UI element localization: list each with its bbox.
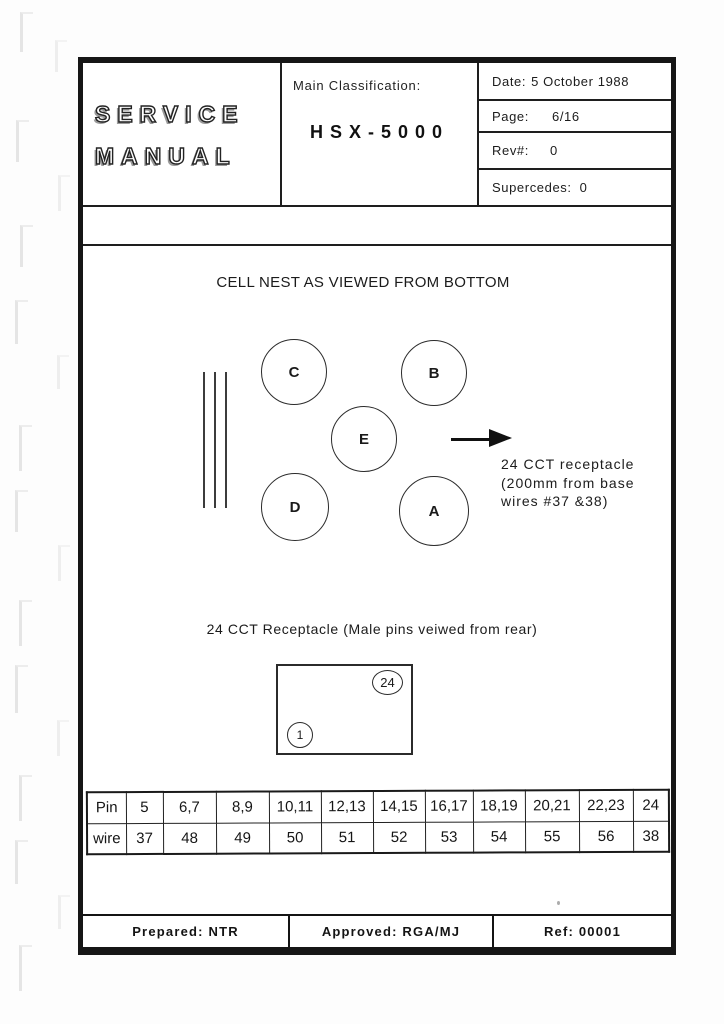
cell-circle-d bbox=[261, 473, 329, 541]
pin-24-marker bbox=[372, 670, 403, 695]
scan-artifact bbox=[15, 840, 28, 884]
wire-cell: 53 bbox=[425, 822, 473, 853]
pin-cell: 5 bbox=[126, 792, 163, 823]
wire-cell: 56 bbox=[579, 821, 633, 852]
pin-cell: 6,7 bbox=[163, 792, 216, 823]
wire-bundle-line bbox=[225, 372, 227, 508]
scan-artifact bbox=[55, 40, 67, 72]
row-label-wire: wire bbox=[87, 823, 126, 854]
page-label: Page: bbox=[492, 108, 529, 124]
cell-label-c: C bbox=[288, 363, 300, 381]
wire-cell: 55 bbox=[525, 821, 579, 852]
document-frame bbox=[78, 57, 676, 955]
wire-cell: 49 bbox=[216, 822, 269, 853]
scan-artifact bbox=[20, 225, 33, 267]
pin-1-marker bbox=[287, 722, 313, 748]
footer-reference: Ref: 00001 bbox=[543, 924, 622, 939]
cell-label-e: E bbox=[358, 430, 369, 448]
date-label: Date: bbox=[492, 73, 527, 89]
scan-artifact bbox=[20, 12, 33, 52]
cell-label-b: B bbox=[428, 364, 440, 382]
footer-approved: Approved: RGA/MJ bbox=[290, 916, 494, 947]
info-row-page bbox=[479, 101, 671, 133]
pin-cell: 22,23 bbox=[579, 790, 633, 821]
supercedes-value: 0 bbox=[579, 180, 588, 195]
pin-24-label: 24 bbox=[380, 675, 395, 690]
wire-bundle-line bbox=[214, 372, 216, 508]
scan-artifact bbox=[19, 425, 32, 471]
classification-cell bbox=[282, 63, 479, 207]
scan-artifact bbox=[57, 720, 69, 756]
pin-wire-table bbox=[86, 789, 670, 856]
scan-speck bbox=[557, 901, 560, 905]
supercedes-label: Supercedes: bbox=[492, 180, 572, 195]
cell-nest-title: CELL NEST AS VIEWED FROM BOTTOM bbox=[216, 274, 510, 291]
scan-artifact bbox=[19, 775, 32, 821]
wire-cell: 38 bbox=[633, 821, 669, 852]
model-number: HSX-5000 bbox=[309, 122, 450, 142]
rev-label: Rev#: bbox=[492, 143, 529, 158]
scan-artifact bbox=[19, 945, 32, 991]
document-info-cell bbox=[479, 63, 671, 207]
page-value: 6/16 bbox=[551, 108, 580, 124]
scan-artifact bbox=[58, 175, 70, 211]
note-line-1: 24 CCT receptacle bbox=[501, 456, 635, 472]
cell-circle-b bbox=[401, 340, 467, 406]
info-row-rev bbox=[479, 133, 671, 170]
pin-cell: 12,13 bbox=[321, 791, 373, 822]
scan-artifact bbox=[57, 355, 69, 389]
receptacle-note bbox=[501, 455, 634, 511]
manual-title-cell bbox=[83, 63, 282, 207]
wire-cell: 51 bbox=[321, 822, 373, 853]
row-label-pin: Pin bbox=[87, 792, 126, 823]
cell-circle-e bbox=[331, 406, 397, 472]
arrow-right-icon bbox=[451, 438, 491, 441]
separator-band bbox=[83, 207, 671, 246]
footer-prepared: Prepared: NTR bbox=[83, 916, 290, 947]
pin-cell: 16,17 bbox=[425, 791, 473, 822]
table-row-pin bbox=[87, 790, 669, 824]
classification-label: Main Classification: bbox=[293, 78, 421, 93]
scan-artifact bbox=[19, 600, 32, 646]
receptacle-outline bbox=[276, 664, 413, 755]
manual-title-line-2: MANUAL bbox=[95, 143, 237, 169]
note-line-3: wires #37 &38) bbox=[501, 493, 609, 509]
note-line-2: (200mm from base bbox=[501, 474, 635, 491]
rev-value: 0 bbox=[549, 143, 558, 158]
scan-artifact bbox=[15, 490, 28, 532]
wire-cell: 48 bbox=[163, 823, 216, 854]
scan-artifact bbox=[15, 665, 28, 713]
info-row-supercedes bbox=[479, 170, 671, 205]
manual-title-line-1: SERVICE bbox=[95, 101, 245, 127]
wire-cell: 37 bbox=[126, 823, 163, 854]
pin-cell: 10,11 bbox=[269, 791, 321, 822]
footer-band bbox=[83, 914, 671, 947]
pin-cell: 24 bbox=[633, 790, 669, 821]
pin-cell: 18,19 bbox=[473, 790, 525, 821]
scan-artifact bbox=[16, 120, 29, 162]
pin-cell: 14,15 bbox=[373, 791, 425, 822]
arrow-right-icon bbox=[489, 429, 512, 447]
cell-circle-c bbox=[261, 339, 327, 405]
cell-label-a: A bbox=[428, 502, 440, 520]
cell-label-d: D bbox=[289, 498, 301, 516]
info-row-date bbox=[479, 63, 671, 101]
pin-cell: 8,9 bbox=[216, 791, 269, 822]
wire-cell: 50 bbox=[269, 822, 321, 853]
scan-artifact bbox=[58, 545, 70, 581]
wire-cell: 54 bbox=[473, 821, 525, 852]
cell-circle-a bbox=[399, 476, 469, 546]
scan-artifact bbox=[58, 895, 70, 929]
scan-artifact bbox=[15, 300, 28, 344]
pin-1-label: 1 bbox=[296, 728, 304, 742]
wire-cell: 52 bbox=[373, 822, 425, 853]
wire-bundle-line bbox=[203, 372, 205, 508]
date-value: 5 October 1988 bbox=[531, 73, 630, 89]
pin-cell: 20,21 bbox=[525, 790, 579, 821]
receptacle-title: 24 CCT Receptacle (Male pins veiwed from rear) bbox=[206, 621, 538, 637]
table-row-wire bbox=[87, 821, 669, 855]
